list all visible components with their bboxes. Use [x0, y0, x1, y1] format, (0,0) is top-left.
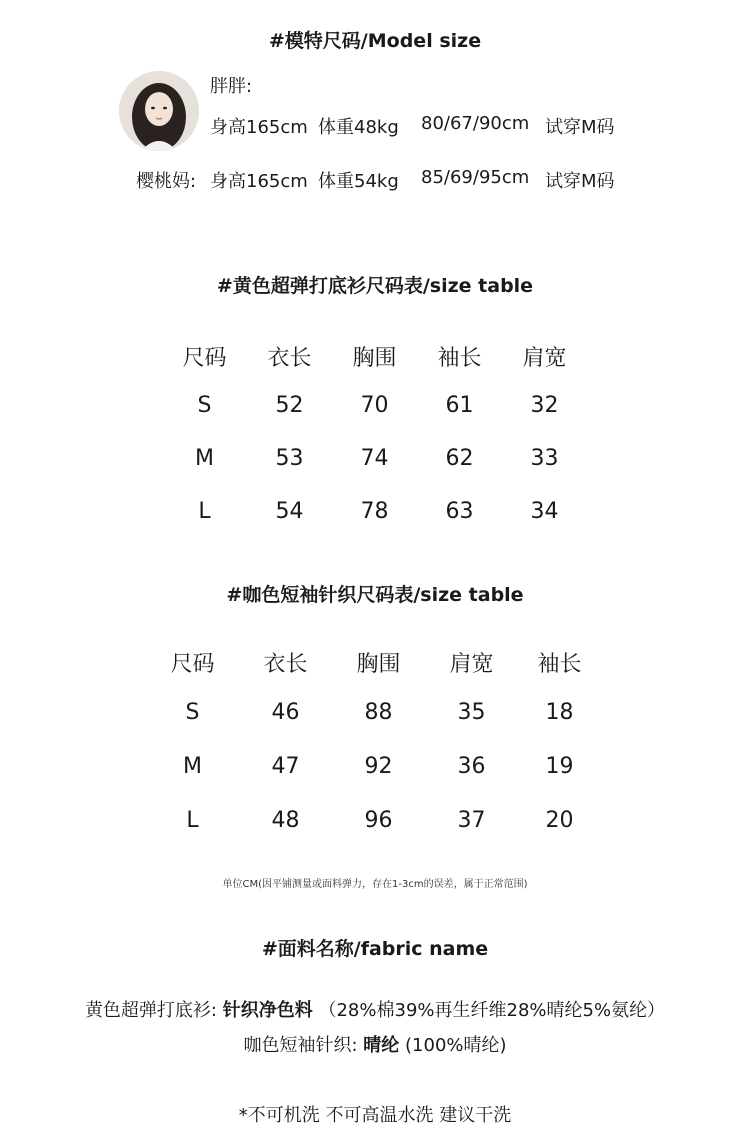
- size-table-yellow: [162, 333, 587, 538]
- table2-heading: #咖色短袖针织尺码表/size table: [226, 584, 524, 606]
- fabric-material: 针织净色料: [222, 1000, 313, 1021]
- table-row: [146, 685, 601, 739]
- table-cell: 35: [457, 699, 486, 725]
- table-cell: 53: [275, 446, 304, 471]
- model2-name: 樱桃妈:: [136, 171, 197, 192]
- table-cell: 54: [275, 499, 304, 524]
- table-cell: 18: [545, 699, 574, 725]
- table-header-cell: 胸围: [356, 651, 401, 677]
- fabric-label: 黄色超弹打底衫:: [84, 1000, 218, 1021]
- table-cell: 37: [457, 807, 486, 833]
- table-header-row: [146, 639, 601, 685]
- table-header-cell: 袖长: [437, 345, 482, 371]
- table-header-cell: 尺码: [182, 345, 227, 371]
- fabric-label: 咖色短袖针织:: [243, 1035, 358, 1056]
- fabric-line-brown: [0, 1031, 750, 1057]
- table-header-cell: 胸围: [352, 345, 397, 371]
- table-cell: 47: [271, 753, 300, 779]
- table-cell: 88: [364, 699, 393, 725]
- fabric-composition: （28%棉39%再生纤维28%晴纶5%氨纶）: [318, 1000, 666, 1021]
- table-cell: 92: [364, 753, 393, 779]
- measurement-note: 单位CM(因平铺测量或面料弹力，存在1-3cm的误差，属于正常范围): [222, 879, 528, 890]
- table-cell: 34: [530, 499, 559, 524]
- table-cell: 48: [271, 807, 300, 833]
- fabric-material: 晴纶: [363, 1035, 400, 1056]
- table-header-cell: 袖长: [537, 651, 582, 677]
- size-table-brown: [146, 639, 601, 847]
- table-header-cell: 尺码: [170, 651, 215, 677]
- table-cell: S: [197, 393, 212, 418]
- table-row: [162, 485, 587, 538]
- model1-measurements: 80/67/90cm: [421, 113, 530, 134]
- model1-tried-size: 试穿M码: [545, 117, 615, 138]
- table-cell: 19: [545, 753, 574, 779]
- table-cell: 52: [275, 393, 304, 418]
- table1-heading: #黄色超弹打底衫尺码表/size table: [216, 275, 534, 297]
- table-header-cell: 衣长: [263, 651, 308, 677]
- fabric-line-yellow: [0, 996, 750, 1022]
- table-cell: L: [186, 807, 199, 833]
- model1-weight: 体重48kg: [318, 117, 399, 138]
- table-row: [162, 379, 587, 432]
- table-header-cell: 肩宽: [522, 345, 567, 371]
- table-cell: 78: [360, 499, 389, 524]
- table-header-cell: 肩宽: [449, 651, 494, 677]
- table-cell: 33: [530, 446, 559, 471]
- table-header-cell: 衣长: [267, 345, 312, 371]
- table-cell: 20: [545, 807, 574, 833]
- table-cell: 32: [530, 393, 559, 418]
- table-cell: L: [198, 499, 211, 524]
- table-row: [146, 739, 601, 793]
- table-cell: 70: [360, 393, 389, 418]
- table-cell: 74: [360, 446, 389, 471]
- model1-height: 身高165cm: [210, 117, 308, 138]
- table-row: [146, 793, 601, 847]
- model2-measurements: 85/69/95cm: [421, 167, 530, 188]
- care-instructions: *不可机洗 不可高温水洗 建议干洗: [238, 1105, 512, 1126]
- model2-height: 身高165cm: [210, 171, 308, 192]
- model2-tried-size: 试穿M码: [545, 171, 615, 192]
- table-cell: M: [195, 446, 214, 471]
- table-cell: 46: [271, 699, 300, 725]
- model-avatar: [119, 71, 199, 151]
- model2-weight: 体重54kg: [318, 171, 399, 192]
- table-cell: S: [185, 699, 200, 725]
- table-cell: 63: [445, 499, 474, 524]
- fabric-heading: #面料名称/fabric name: [261, 938, 489, 960]
- table-cell: 96: [364, 807, 393, 833]
- model1-name: 胖胖:: [210, 76, 253, 97]
- table-header-row: [162, 333, 587, 379]
- table-row: [162, 432, 587, 485]
- table-cell: 61: [445, 393, 474, 418]
- fabric-composition: (100%晴纶): [405, 1035, 507, 1056]
- model-size-heading: #模特尺码/Model size: [268, 30, 482, 52]
- table-cell: 36: [457, 753, 486, 779]
- table-cell: M: [183, 753, 202, 779]
- table-cell: 62: [445, 446, 474, 471]
